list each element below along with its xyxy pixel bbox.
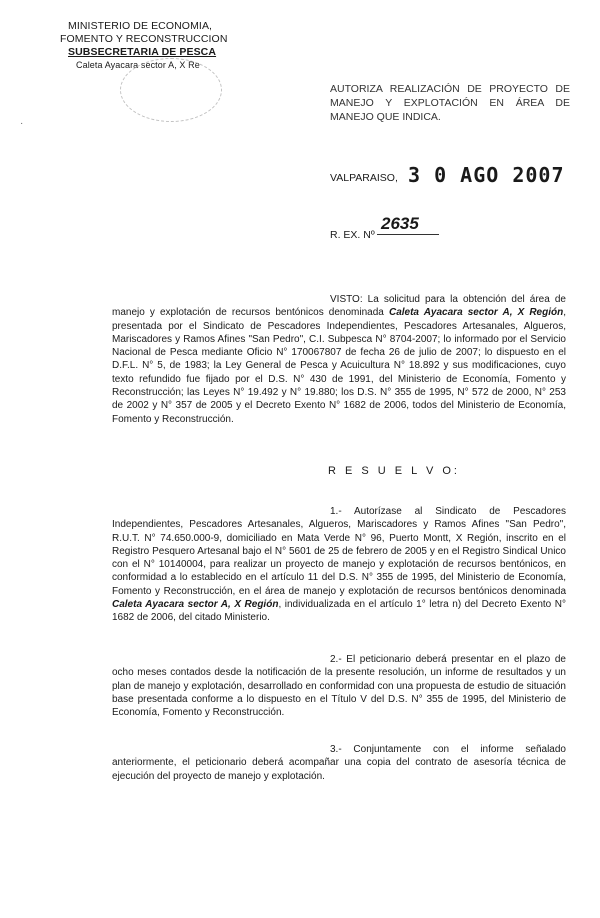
point-2-paragraph (112, 653, 566, 719)
point-1-area-name: Caleta Ayacara sector A, X Región (112, 599, 279, 611)
case-reference: Caleta Ayacara sector A, X Re (76, 60, 200, 70)
point-1-number: 1.- (330, 506, 342, 517)
point-2-text: El peticionario deberá presentar en el plazo de ocho meses contados desde la notificación de la presente resolución, un informe de resultados y un plan de manejo y explotación, desarrollado en conformidad con una propuesta de estudio de situación base presentada conforme a lo dispuesto en el Título V del D.S. N° 355 de 1995, del Ministerio de Economía, Fomento y Reconstrucción. (112, 654, 566, 719)
ministry-line: MINISTERIO DE ECONOMIA, (68, 20, 213, 32)
resuelvo-heading: R E S U E L V O: (328, 465, 460, 477)
point-1-paragraph (112, 505, 566, 625)
resolution-date-stamp: 3 0 AGO 2007 (408, 163, 565, 187)
subsecretaria-line: SUBSECRETARIA DE PESCA (68, 46, 217, 58)
office-stamp (120, 58, 222, 122)
visto-label: VISTO: (330, 294, 363, 305)
ministry-line-2: FOMENTO Y RECONSTRUCCION (60, 33, 228, 45)
point-1-text-2: , individualizada en el artículo 1° letra n) del Decreto Exento N° 1682 de 2006, del citado Ministerio. (112, 599, 566, 624)
visto-area-name: Caleta Ayacara sector A, X Región (388, 307, 564, 319)
point-3-text: Conjuntamente con el informe señalado anteriormente, el peticionario deberá acompañar una copia del contrato de asesoría técnica de ejecución del proyecto de manejo y explotación. (112, 744, 566, 782)
visto-paragraph (112, 293, 566, 426)
resolution-number: 2635 (377, 214, 439, 235)
point-3-number: 3.- (330, 744, 342, 755)
place-label: VALPARAISO, (330, 172, 398, 184)
point-2-number: 2.- (330, 654, 342, 665)
margin-mark: · (20, 118, 24, 129)
visto-text-2: , presentada por el Sindicato de Pescadores Independientes, Pescadores Artesanales, Algueros, Mariscadores y Ramos Afines "San Pedro", C.I. Subpesca N° 8704-2007; lo informado por el Servicio Nacional de Pesca mediante Oficio N° 170067807 de fecha 26 de julio de 2007; lo dispuesto en el D.F.L. N° 5, de 1983; la Ley General de Pesca y Acuicultura N° 18.892 y sus modificaciones, cuyo texto refundido fue fijado por el D.S. N° 430 de 1991, del Ministerio de Economía, Fomento y Reconstrucción; las Leyes N° 19.492 y N° 19.880; los D.S. N° 355 de 1995, N° 572 de 2000, N° 253 de 2002 y N° 357 de 2005 y el Decreto Exento N° 1682 de 2006, todos del Ministerio de Economía, Fomento y Reconstrucción. (112, 307, 567, 425)
resolution-number-label: R. EX. Nº (330, 229, 375, 241)
visto-text-1: La solicitud para la obtención del área de manejo y explotación de recursos bentónicos denominada (112, 294, 566, 319)
point-1-text-1: Autorízase al Sindicato de Pescadores Independientes, Pescadores Artesanales, Algueros, Mariscadores y Ramos Afines "San Pedro", R.U.T. N° 74.650.000-9, domiciliado en Mata Verde N° 96, Puerto Montt, X Región, inscrito en el Registro Pesquero Artesanal bajo el N° 5601 de 25 de febrero de 2005 y en el Registro Sindical Unico con el N° 10140004, para realizar un proyecto de manejo y explotación de recursos bentónicos, en conformidad a lo establecido en el artículo 11 del D.S. N° 355 de 1995, del Ministerio de Economía, Fomento y Reconstrucción, en el área de manejo y explotación de recursos bentónicos denominada (112, 506, 566, 597)
point-3-paragraph (112, 743, 566, 783)
resolution-subject: AUTORIZA REALIZACIÓN DE PROYECTO DE MANEJO Y EXPLOTACIÓN EN ÁREA DE MANEJO QUE INDICA. (330, 83, 570, 123)
